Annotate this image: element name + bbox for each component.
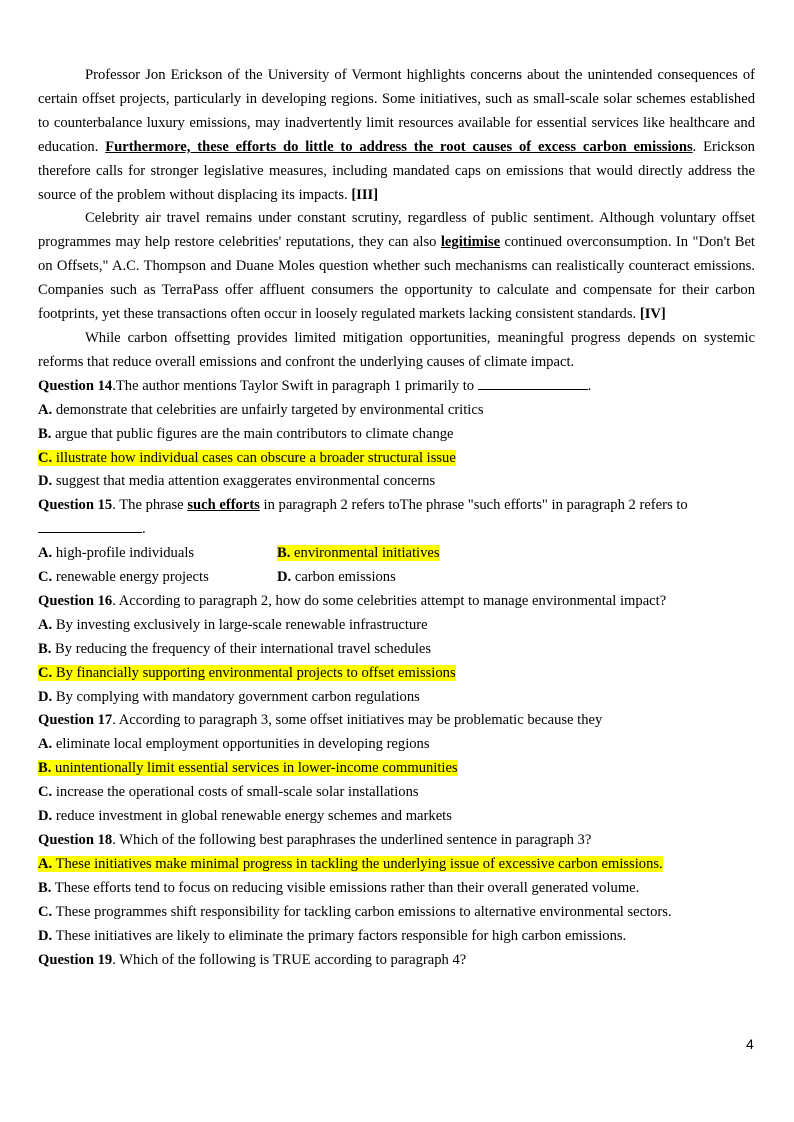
option-d[interactable] [38, 805, 755, 829]
option-text: suggest that media attention exaggerates environmental concerns [52, 473, 436, 490]
option-d[interactable] [277, 566, 396, 590]
question-14-stem [38, 375, 755, 399]
question-15-blank-line [38, 518, 755, 542]
answer-highlight [38, 760, 458, 776]
options-row [38, 542, 755, 566]
option-a[interactable] [38, 614, 755, 638]
underlined-phrase: such efforts [187, 497, 260, 514]
option-letter: D. [38, 688, 53, 705]
option-c[interactable] [38, 781, 755, 805]
option-letter: C. [38, 784, 53, 801]
option-text: illustrate how individual cases can obscure a broader structural issue [52, 449, 456, 466]
question-label: Question 14 [38, 377, 113, 394]
question-19-stem [38, 949, 755, 973]
question-text: . According to paragraph 3, some offset initiatives may be problematic because they [112, 712, 603, 729]
option-letter: D. [277, 569, 292, 586]
paragraph-text: While carbon offsetting provides limited mitigation opportunities, meaningful progress depends on systemic reforms that reduce overall emissions and confront the underlying causes of climate impact. [38, 329, 755, 370]
page-number: 4 [746, 1036, 754, 1052]
option-text: These programmes shift responsibility for tackling carbon emissions to alternative environmental sectors. [52, 903, 672, 920]
option-letter: D. [38, 473, 53, 490]
option-text: eliminate local employment opportunities in developing regions [52, 736, 430, 753]
answer-highlight [277, 545, 440, 561]
punctuation: . [142, 521, 146, 538]
option-letter: B. [277, 545, 291, 562]
question-text: in paragraph 2 refers toThe phrase "such efforts" in paragraph 2 refers to [259, 497, 688, 514]
answer-blank [38, 518, 142, 533]
option-letter: B. [38, 760, 52, 777]
option-letter: A. [38, 616, 53, 633]
paragraph-text: Celebrity air travel remains under constant scrutiny, regardless of public sentiment. Although voluntary offset programmes may help restore celebrities' reputations, they can also [38, 210, 755, 251]
option-text: By complying with mandatory government carbon regulations [52, 688, 420, 705]
question-label: Question 15 [38, 497, 113, 514]
punctuation: . [587, 377, 592, 394]
option-letter: A. [38, 855, 53, 872]
option-b[interactable] [277, 542, 440, 566]
option-c[interactable] [38, 566, 277, 590]
option-d[interactable] [38, 925, 755, 949]
option-letter: A. [38, 545, 53, 562]
option-text: reduce investment in global renewable energy schemes and markets [52, 808, 452, 825]
option-text: unintentionally limit essential services in lower-income communities [51, 760, 458, 777]
option-a[interactable] [38, 853, 755, 877]
option-text: By reducing the frequency of their international travel schedules [51, 640, 432, 657]
option-text: renewable energy projects [52, 569, 209, 586]
paragraph-4 [38, 207, 755, 327]
question-18-stem [38, 829, 755, 853]
option-b[interactable] [38, 877, 755, 901]
answer-highlight [38, 665, 456, 681]
option-letter: A. [38, 736, 53, 753]
option-c[interactable] [38, 447, 755, 471]
option-a[interactable] [38, 542, 277, 566]
answer-highlight [38, 856, 663, 872]
option-letter: D. [38, 808, 53, 825]
question-label: Question 16 [38, 592, 113, 609]
option-letter: C. [38, 449, 53, 466]
question-15-stem [38, 494, 755, 518]
paragraph-text: . Erickson therefore calls for stronger legislative measures, including mandated caps on emissions that would directly address the source of the problem without displacing its impacts. [38, 138, 755, 203]
insertion-marker: [IV] [639, 306, 666, 323]
option-letter: D. [38, 927, 53, 944]
underlined-word: legitimise [440, 234, 501, 251]
question-label: Question 19 [38, 951, 113, 968]
question-label: Question 18 [38, 832, 113, 848]
option-text: argue that public figures are the main contributors to climate change [51, 425, 454, 442]
document-page [38, 64, 755, 972]
option-c[interactable] [38, 901, 755, 925]
option-text: These initiatives are likely to eliminate the primary factors responsible for high carbon emissions. [52, 927, 627, 944]
paragraph-text: continued overconsumption. In "Don't Bet on Offsets," A.C. Thompson and Duane Moles question whether such mechanisms can realistically counteract emissions. Companies such as TerraPass offer affluent consumers the opportunity to calculate and compensate for their carbon footprints, yet these transactions often occur in loosely regulated markets lacking consistent standards. [38, 234, 755, 323]
paragraph-text: Professor Jon Erickson of the University of Vermont highlights concerns about the unintended consequences of certain offset projects, particularly in developing regions. Some initiatives, such as small-scale solar schemes established to counterbalance luxury emissions, may inadvertently limit resources available for essential services like healthcare and education. [38, 67, 755, 155]
option-text: These efforts tend to focus on reducing visible emissions rather than their overall generated volume. [51, 879, 640, 896]
question-text: . According to paragraph 2, how do some celebrities attempt to manage environmental impact? [112, 592, 667, 609]
underlined-sentence: Furthermore, these efforts do little to address the root causes of excess carbon emissions [105, 138, 693, 155]
question-17-stem [38, 709, 755, 733]
options-row [38, 566, 755, 590]
option-letter: C. [38, 569, 53, 586]
option-text: These initiatives make minimal progress in tackling the underlying issue of excessive carbon emissions. [52, 855, 663, 872]
paragraph-5 [38, 327, 755, 375]
option-c[interactable] [38, 662, 755, 686]
answer-highlight [38, 450, 456, 466]
question-text: . The phrase [112, 497, 188, 514]
option-text: increase the operational costs of small-scale solar installations [52, 784, 419, 801]
option-b[interactable] [38, 638, 755, 662]
option-d[interactable] [38, 686, 755, 710]
question-text: . Which of the following best paraphrases the underlined sentence in paragraph 3? [112, 832, 592, 848]
option-a[interactable] [38, 733, 755, 757]
question-text: . Which of the following is TRUE according to paragraph 4? [112, 951, 467, 968]
option-a[interactable] [38, 399, 755, 423]
option-b[interactable] [38, 423, 755, 447]
option-letter: C. [38, 903, 53, 920]
question-label: Question 17 [38, 712, 113, 729]
option-letter: C. [38, 664, 53, 681]
option-text: By financially supporting environmental projects to offset emissions [52, 664, 456, 681]
question-16-stem [38, 590, 755, 614]
option-letter: B. [38, 640, 52, 657]
paragraph-3 [38, 64, 755, 207]
option-text: high-profile individuals [52, 545, 195, 562]
option-letter: B. [38, 879, 52, 896]
answer-blank [478, 375, 588, 390]
insertion-marker: [III] [351, 186, 379, 203]
option-letter: A. [38, 401, 53, 418]
option-text: carbon emissions [291, 569, 396, 586]
option-d[interactable] [38, 470, 755, 494]
question-text: .The author mentions Taylor Swift in paragraph 1 primarily to [112, 377, 478, 394]
option-text: environmental initiatives [290, 545, 440, 562]
option-text: By investing exclusively in large-scale renewable infrastructure [52, 616, 428, 633]
option-letter: B. [38, 425, 52, 442]
option-b[interactable] [38, 757, 755, 781]
option-text: demonstrate that celebrities are unfairly targeted by environmental critics [52, 401, 484, 418]
